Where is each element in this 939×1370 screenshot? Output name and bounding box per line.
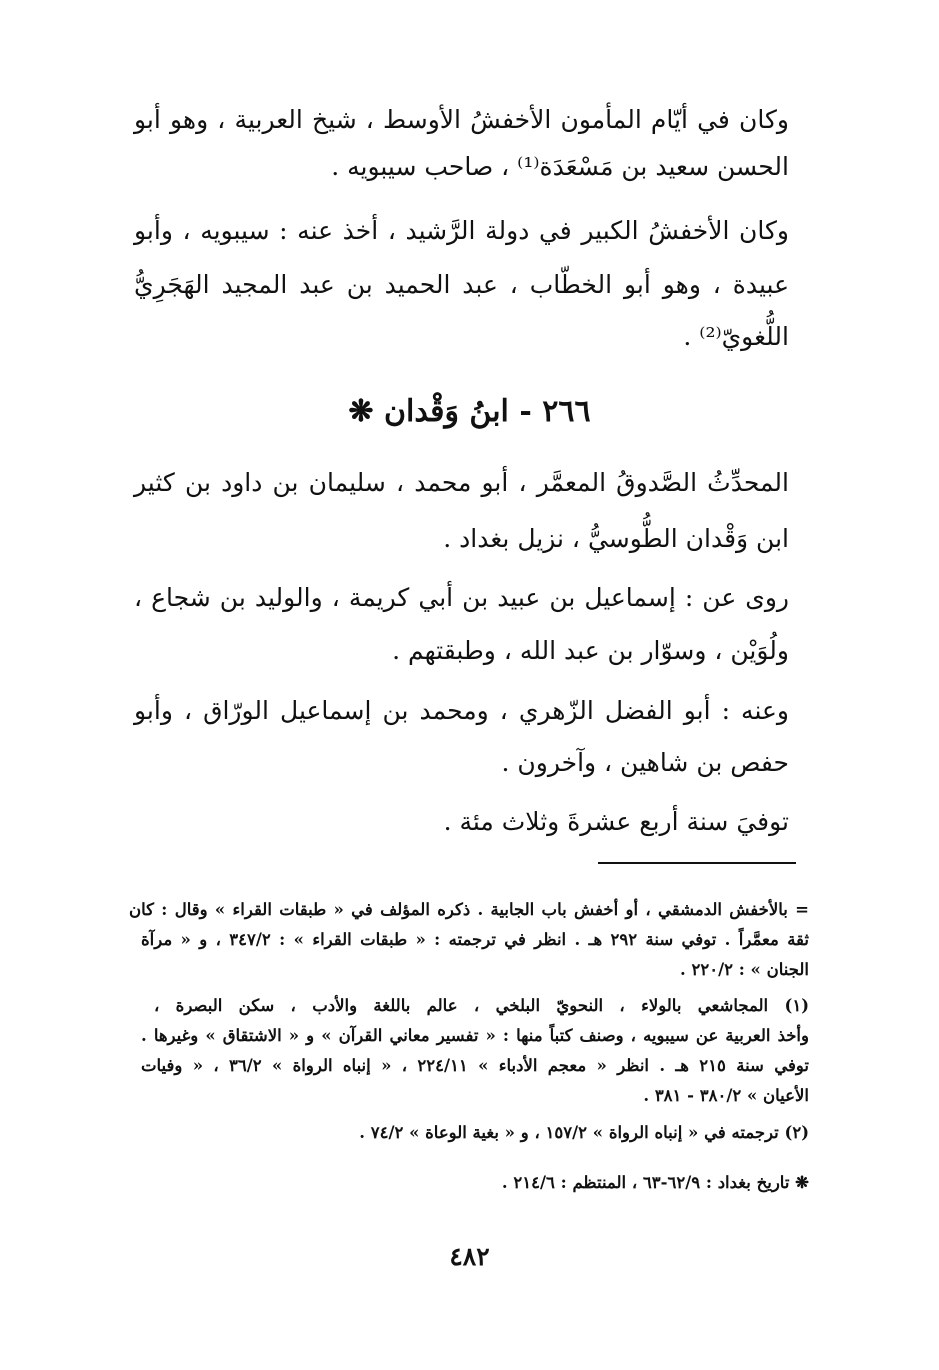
entry-bio-line1: المحدِّثُ الصَّدوقُ المعمَّر ، أبو محمد ، سليمان بن داود بن كثير — [134, 468, 789, 497]
entry-narrated-by-line1: وعنه : أبو الفضل الزّهري ، ومحمد بن إسماعيل الورّاق ، وأبو — [134, 696, 789, 725]
footnote-1-line1: (١) المجاشعي بالولاء ، النحويّ البلخي ، عالم باللغة والأدب ، سكن البصرة ، — [154, 996, 809, 1015]
entry-heading: ٢٦٦ - ابنُ وَقْدان ❋ — [348, 394, 591, 429]
page-number: ٤٨٢ — [449, 1242, 490, 1271]
footnote-1-line2: وأخذ العربية عن سيبويه ، وصنف كتباً منها : « تفسير معاني القرآن » و « الاشتقاق » وغيرها . — [141, 1026, 809, 1045]
entry-bio-line2: ابن وَقْدان الطُّوسيُّ ، نزيل بغداد . — [443, 524, 789, 553]
intro-para1-line2: الحسن سعيد بن مَسْعَدَة⁽¹⁾ ، صاحب سيبويه . — [331, 152, 789, 181]
intro-para2-line1: وكان الأخفشُ الكبير في دولة الرَّشيد ، أخذ عنه : سيبويه ، وأبو — [134, 216, 789, 245]
intro-para1-line1: وكان في أيّام المأمون الأخفشُ الأوسط ، شيخ العربية ، وهو أبو — [134, 105, 789, 134]
footnote-continuation-line3: الجنان » : ٢٢٠/٢ . — [679, 960, 809, 979]
footnote-separator — [598, 862, 796, 864]
footnote-1-line3: توفي سنة ٢١٥ هـ . انظر « معجم الأدباء » ٢٢٤/١١ ، « إنباه الرواة » ٣٦/٢ ، « وفيات — [141, 1056, 809, 1075]
intro-para2-line2: عبيدة ، وهو أبو الخطّاب ، عبد الحميد بن عبد المجيد الهَجَرِيُّ — [134, 270, 789, 299]
entry-death: توفيَ سنة أربع عشرةَ وثلاث مئة . — [443, 807, 789, 836]
intro-para2-line3: اللُّغويّ⁽²⁾ . — [683, 322, 789, 351]
footnote-2: (٢) ترجمته في « إنباه الرواة » ١٥٧/٢ ، و « بغية الوعاة » ٧٤/٢ . — [359, 1123, 809, 1142]
footnote-continuation-line1: = بالأخفش الدمشقي ، أو أخفش باب الجابية . ذكره المؤلف في « طبقات القراء » وقال : كان — [129, 900, 809, 919]
entry-narrated-from-line2: ولُوَيْن ، وسوّار بن عبد الله ، وطبقتهم . — [392, 636, 789, 665]
footnote-source: ❋ تاريخ بغداد : ٦٢/٩-٦٣ ، المنتظم : ٢١٤/٦ . — [501, 1173, 809, 1192]
entry-narrated-by-line2: حفص بن شاهين ، وآخرون . — [501, 748, 789, 777]
footnote-1-line4: الأعيان » ٣٨٠/٢ - ٣٨١ . — [643, 1086, 809, 1105]
footnote-continuation-line2: ثقة معمَّراً . توفي سنة ٢٩٢ هـ . انظر في ترجمته : « طبقات القراء » : ٣٤٧/٢ ، و « مرآة — [141, 930, 809, 949]
entry-narrated-from-line1: روى عن : إسماعيل بن عبيد بن أبي كريمة ، والوليد بن شجاع ، — [134, 583, 789, 612]
